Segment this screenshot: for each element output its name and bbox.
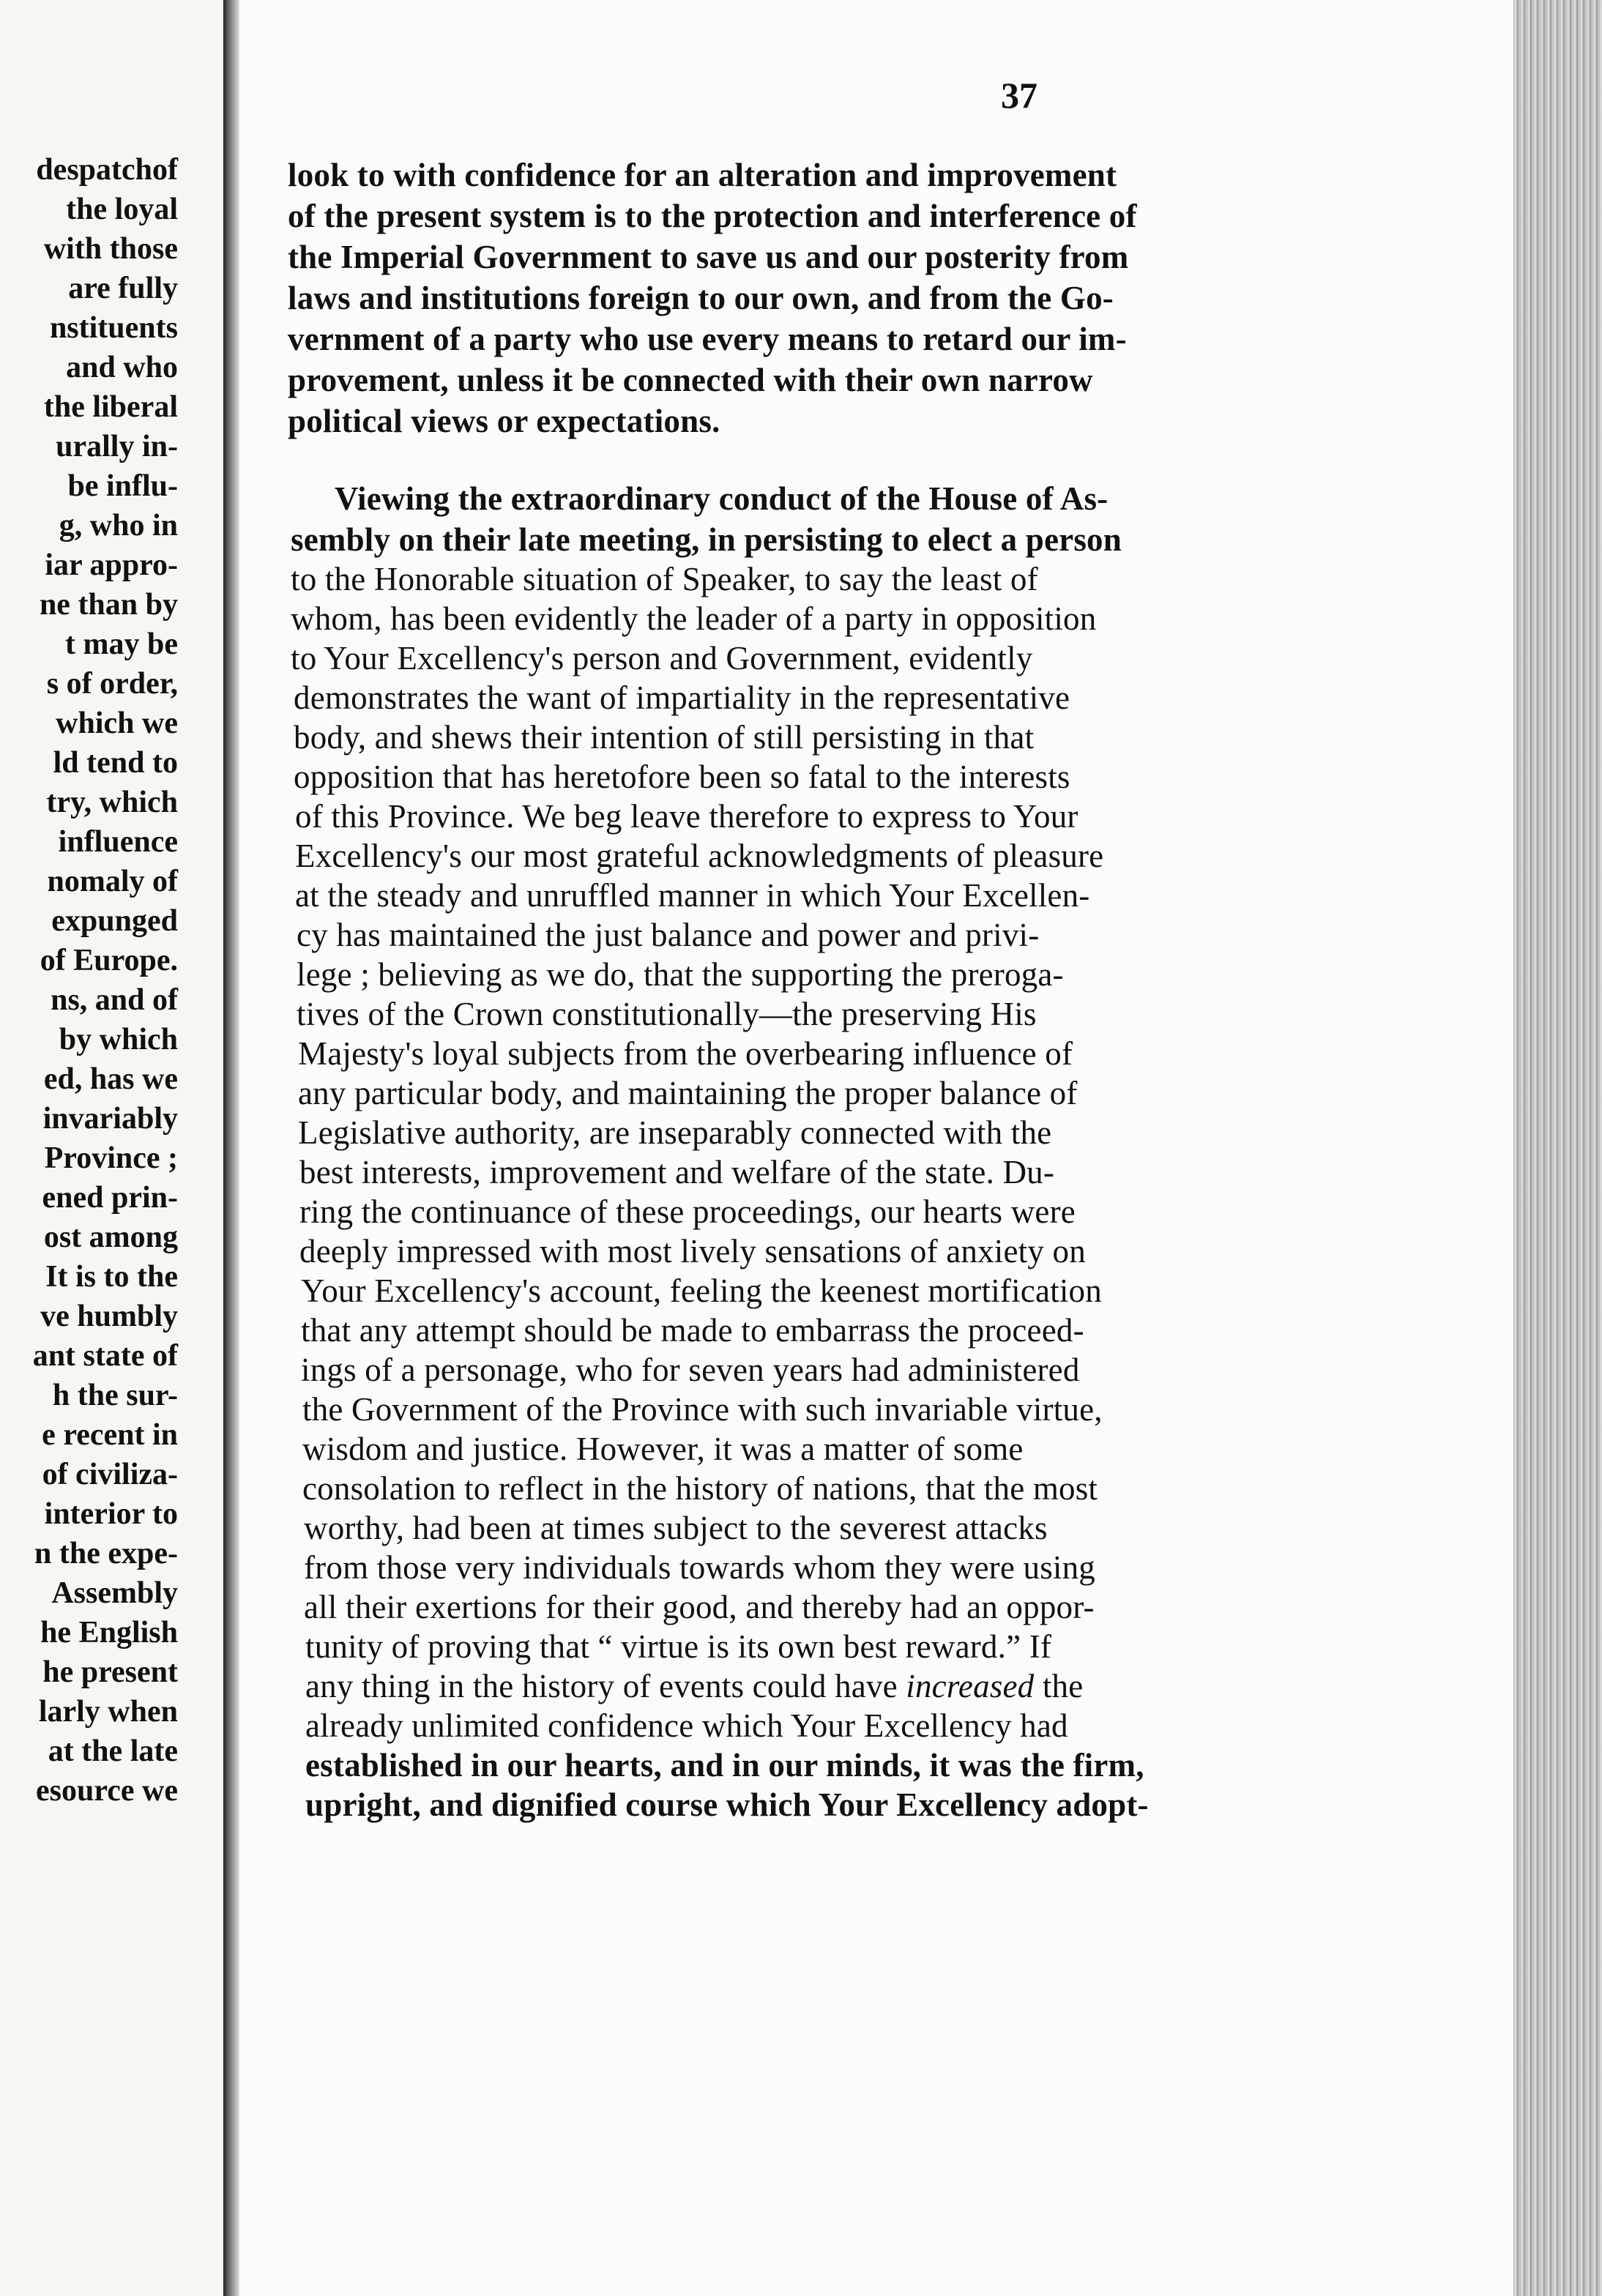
- paragraph-2-line: at the steady and unruffled manner in which Your Excellen-: [295, 877, 1090, 914]
- left-page-line: of civiliza-: [42, 1458, 178, 1491]
- left-page-line: the loyal: [66, 193, 178, 226]
- left-page-line: he present: [42, 1655, 178, 1689]
- left-page-line: at the late: [48, 1734, 178, 1768]
- paragraph-2-line: already unlimited confidence which Your Excellency had: [305, 1707, 1068, 1744]
- left-page-line: Province ;: [44, 1141, 178, 1175]
- left-page-line: ld tend to: [53, 746, 178, 780]
- paragraph-2-line: to Your Excellency's person and Government, evidently: [291, 640, 1033, 676]
- paragraph-2-line: to the Honorable situation of Speaker, to say the least of: [291, 561, 1038, 597]
- left-page-line: be influ-: [67, 469, 178, 503]
- paragraph-2-line: Your Excellency's account, feeling the keenest mortification: [301, 1272, 1102, 1309]
- left-page-line: influence: [58, 825, 178, 859]
- paragraph-1-line: look to with confidence for an alteration and improvement: [288, 157, 1117, 193]
- paragraph-2-line: Legislative authority, are inseparably connected with the: [298, 1114, 1052, 1151]
- book-gutter: [223, 0, 239, 2296]
- left-page-line: despatchof: [36, 153, 178, 187]
- paragraph-2-line: upright, and dignified course which Your Excellency adopt-: [305, 1786, 1149, 1823]
- left-page-line: Assembly: [51, 1576, 178, 1610]
- paragraph-2-line: body, and shews their intention of still persisting in that: [294, 719, 1035, 756]
- left-page-line: ed, has we: [43, 1062, 178, 1096]
- paragraph-2-line: established in our hearts, and in our minds, it was the firm,: [305, 1747, 1144, 1783]
- paragraph-2-line: Majesty's loyal subjects from the overbearing influence of: [298, 1035, 1073, 1072]
- paragraph-2-line: that any attempt should be made to embarrass the proceed-: [301, 1312, 1084, 1349]
- left-page-line: ns, and of: [51, 983, 178, 1017]
- left-page-line: It is to the: [45, 1260, 178, 1294]
- left-page-line: ened prin-: [42, 1181, 178, 1215]
- italic-word: increased: [906, 1668, 1035, 1704]
- left-page-line: of Europe.: [40, 944, 178, 977]
- left-page-line: e recent in: [42, 1418, 178, 1452]
- left-page-line: n the expe-: [34, 1537, 178, 1570]
- paragraph-2-line: Viewing the extraordinary conduct of the House of As-: [335, 480, 1109, 517]
- paragraph-1-line: the Imperial Government to save us and our posterity from: [288, 239, 1129, 275]
- left-page-line: with those: [43, 232, 178, 266]
- paragraph-2-line: ring the continuance of these proceedings, our hearts were: [299, 1193, 1076, 1230]
- paragraph-2-line: sembly on their late meeting, in persisting to elect a person: [291, 521, 1122, 558]
- left-page-line: and who: [66, 351, 178, 384]
- paragraph-2-line: all their exertions for their good, and thereby had an oppor-: [304, 1589, 1095, 1625]
- left-page-line: s of order,: [46, 667, 178, 701]
- page-number: 37: [1001, 75, 1037, 116]
- left-page-line: which we: [56, 707, 178, 740]
- page-edge-stack: [1513, 0, 1602, 2296]
- left-page-line: interior to: [44, 1497, 178, 1531]
- left-page-line: g, who in: [59, 509, 178, 543]
- left-page-line: larly when: [38, 1695, 178, 1729]
- paragraph-2-line: Excellency's our most grateful acknowledgments of pleasure: [295, 838, 1104, 874]
- paragraph-2-line: the Government of the Province with such invariable virtue,: [302, 1391, 1103, 1428]
- line-text: the: [1042, 1668, 1084, 1704]
- paragraph-1-line: laws and institutions foreign to our own, and from the Go-: [288, 280, 1114, 316]
- paragraph-2-line: opposition that has heretofore been so fatal to the interests: [294, 758, 1070, 795]
- left-page-line: ost among: [43, 1220, 178, 1254]
- left-page-line: expunged: [51, 904, 178, 938]
- left-page-line: esource we: [36, 1774, 178, 1808]
- paragraph-2-line: tives of the Crown constitutionally—the preserving His: [297, 996, 1037, 1032]
- left-page-cropped: [0, 0, 228, 2296]
- left-page-line: t may be: [65, 627, 178, 661]
- left-page-line: ve humbly: [40, 1300, 178, 1333]
- paragraph-1-line: provement, unless it be connected with their own narrow: [288, 362, 1093, 398]
- paragraph-2-line: ings of a personage, who for seven years had administered: [301, 1352, 1080, 1388]
- line-text: any thing in the history of events could have: [305, 1668, 898, 1704]
- paragraph-1-line: of the present system is to the protection and interference of: [288, 198, 1137, 234]
- paragraph-2-line: from those very individuals towards whom they were using: [304, 1549, 1096, 1586]
- left-page-line: nomaly of: [47, 865, 178, 898]
- left-page-line: h the sur-: [52, 1379, 178, 1412]
- left-page-line: the liberal: [43, 390, 178, 424]
- paragraph-2-line: whom, has been evidently the leader of a party in opposition: [291, 600, 1097, 637]
- left-page-line: ant state of: [32, 1339, 178, 1373]
- left-page-line: by which: [59, 1023, 178, 1056]
- left-page-line: try, which: [46, 786, 178, 819]
- paragraph-2-line: consolation to reflect in the history of nations, that the most: [302, 1470, 1098, 1507]
- paragraph-2-line: tunity of proving that “ virtue is its own best reward.” If: [305, 1628, 1052, 1665]
- paragraph-2-line: lege ; believing as we do, that the supporting the preroga-: [297, 956, 1064, 993]
- paragraph-2-line: cy has maintained the just balance and power and privi-: [297, 917, 1040, 953]
- paragraph-1-line: vernment of a party who use every means to retard our im-: [288, 321, 1127, 357]
- paragraph-2-line: any particular body, and maintaining the proper balance of: [298, 1075, 1078, 1111]
- left-page-line: invariably: [42, 1102, 178, 1136]
- left-page-line: are fully: [68, 272, 178, 305]
- left-page-line: he English: [40, 1616, 178, 1650]
- paragraph-2-line: [305, 1666, 1083, 1707]
- paragraph-2-line: worthy, had been at times subject to the severest attacks: [304, 1510, 1048, 1546]
- paragraph-1-line: political views or expectations.: [288, 403, 720, 439]
- left-page-line: ne than by: [39, 588, 178, 622]
- paragraph-2-line: wisdom and justice. However, it was a matter of some: [302, 1431, 1024, 1467]
- paragraph-2-line: demonstrates the want of impartiality in the representative: [294, 679, 1070, 716]
- left-page-line: urally in-: [56, 430, 178, 463]
- left-page-line: iar appro-: [45, 548, 178, 582]
- paragraph-2-line: deeply impressed with most lively sensations of anxiety on: [299, 1233, 1086, 1270]
- right-page: [239, 0, 1513, 2296]
- paragraph-2-line: of this Province. We beg leave therefore to express to Your: [295, 798, 1078, 835]
- left-page-line: nstituents: [49, 311, 178, 345]
- paragraph-2-line: best interests, improvement and welfare of the state. Du-: [299, 1154, 1055, 1190]
